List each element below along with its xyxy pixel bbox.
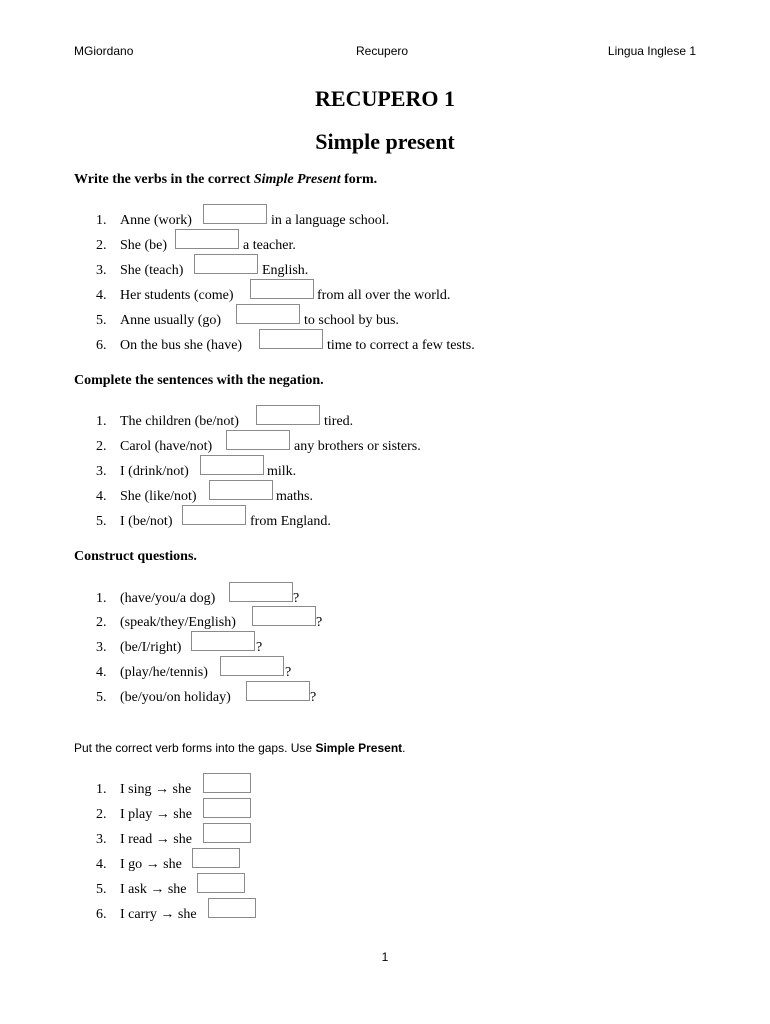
section4-item-3 [96,832,192,854]
item-prompt: (play/he/tennis) [120,665,208,680]
item-number: 5. [96,690,107,705]
item-number: 3. [96,640,107,655]
item-prompt: I sing → she [120,782,192,797]
item-continuation: from England. [250,514,331,529]
item-number: 4. [96,665,107,680]
item-continuation: a teacher. [243,238,296,253]
item-prompt: (speak/they/English) [120,615,236,630]
header-author: MGiordano [74,44,134,58]
item-number: 6. [96,907,107,922]
section4-item-2 [96,807,192,829]
item-number: 1. [96,213,107,228]
item-prompt: She (be) [120,238,168,253]
section4-instruction-emphasis: Simple Present [315,741,403,755]
item-prompt: Carol (have/not) [120,439,213,454]
section4-item-4 [96,857,182,879]
section4-instruction-end: . [402,741,406,755]
section4-item-5 [96,882,187,904]
item-prompt: On the bus she (have) [120,338,243,353]
section2-item-2 [96,439,421,461]
section3-item-5 [96,690,317,712]
section2-item-5 [96,514,331,536]
section4-item-1 [96,782,191,804]
section2-item-1 [96,414,354,436]
item-number: 2. [96,439,107,454]
item-number: 2. [96,238,107,253]
item-continuation: ? [256,640,263,655]
answer-gap[interactable] [246,681,310,701]
answer-gap[interactable] [203,204,267,224]
item-continuation: ? [310,690,317,705]
answer-gap[interactable] [191,631,255,651]
item-prompt: The children (be/not) [120,414,239,429]
item-number: 3. [96,832,107,847]
item-number: 2. [96,615,107,630]
item-prompt: I go → she [120,857,182,872]
page-subtitle: Simple present [315,129,455,154]
answer-gap[interactable] [182,505,246,525]
page-number: 1 [381,950,389,964]
item-continuation: tired. [324,414,354,429]
item-prompt: She (teach) [120,263,184,278]
section1-instruction-emphasis: Simple Present [253,172,341,187]
item-number: 5. [96,514,107,529]
answer-gap[interactable] [194,254,258,274]
item-number: 3. [96,263,107,278]
item-continuation: milk. [267,464,297,479]
item-number: 3. [96,464,107,479]
item-prompt: I carry → she [120,907,197,922]
answer-gap[interactable] [220,656,284,676]
item-prompt: I read → she [120,832,192,847]
answer-gap[interactable] [250,279,314,299]
item-number: 2. [96,807,107,822]
answer-gap[interactable] [252,606,316,626]
section1-item-6 [96,338,475,360]
section1-instruction-end: form. [340,172,378,187]
section1-item-5 [96,313,399,335]
section3-item-3 [96,640,263,662]
page-title: RECUPERO 1 [315,86,455,111]
item-continuation: to school by bus. [304,313,399,328]
item-continuation: maths. [276,489,313,504]
header-course: Lingua Inglese 1 [607,44,696,58]
item-prompt: I play → she [120,807,192,822]
item-prompt: I ask → she [120,882,187,897]
item-number: 6. [96,338,107,353]
item-prompt: Her students (come) [120,288,234,303]
section3-item-1 [96,591,300,613]
item-continuation: ? [285,665,292,680]
section1-instruction [74,172,377,188]
item-number: 1. [96,591,107,606]
section1-instruction-text: Write the verbs in the correct [74,172,254,187]
item-prompt: Anne usually (go) [120,313,222,328]
item-continuation: ? [316,615,323,630]
section4-instruction-text: Put the correct verb forms into the gaps. Use [74,741,316,755]
item-prompt: Anne (work) [120,213,192,228]
item-prompt: (be/you/on holiday) [120,690,231,705]
answer-gap[interactable] [203,773,251,793]
item-number: 1. [96,782,107,797]
answer-gap[interactable] [203,823,251,843]
section1-item-2 [96,238,296,260]
item-number: 4. [96,489,107,504]
answer-gap[interactable] [209,480,273,500]
section3-item-4 [96,665,292,687]
item-number: 4. [96,857,107,872]
section4-item-6 [96,907,197,929]
answer-gap[interactable] [236,304,300,324]
answer-gap[interactable] [200,455,264,475]
item-prompt: (be/I/right) [120,640,182,655]
item-number: 5. [96,313,107,328]
section1-item-4 [96,288,451,310]
answer-gap[interactable] [203,798,251,818]
item-number: 4. [96,288,107,303]
answer-gap[interactable] [229,582,293,602]
answer-gap[interactable] [259,329,323,349]
answer-gap[interactable] [256,405,320,425]
item-continuation: in a language school. [271,213,390,228]
header-title: Recupero [356,44,409,58]
section2-instruction: Complete the sentences with the negation. [74,373,324,388]
item-number: 1. [96,414,107,429]
item-continuation: any brothers or sisters. [294,439,421,454]
item-continuation: ? [293,591,300,606]
item-number: 5. [96,882,107,897]
answer-gap[interactable] [175,229,239,249]
answer-gap[interactable] [192,848,240,868]
item-continuation: from all over the world. [317,288,451,303]
section2-item-3 [96,464,297,486]
item-prompt: I (drink/not) [120,464,189,479]
section1-item-3 [96,263,309,285]
answer-gap[interactable] [208,898,256,918]
item-prompt: She (like/not) [120,489,197,504]
item-continuation: English. [262,263,309,278]
item-prompt: (have/you/a dog) [120,591,216,606]
answer-gap[interactable] [226,430,290,450]
item-prompt: I (be/not) [120,514,173,529]
item-continuation: time to correct a few tests. [327,338,475,353]
section4-instruction [74,741,406,755]
section3-instruction: Construct questions. [74,549,197,564]
answer-gap[interactable] [197,873,245,893]
